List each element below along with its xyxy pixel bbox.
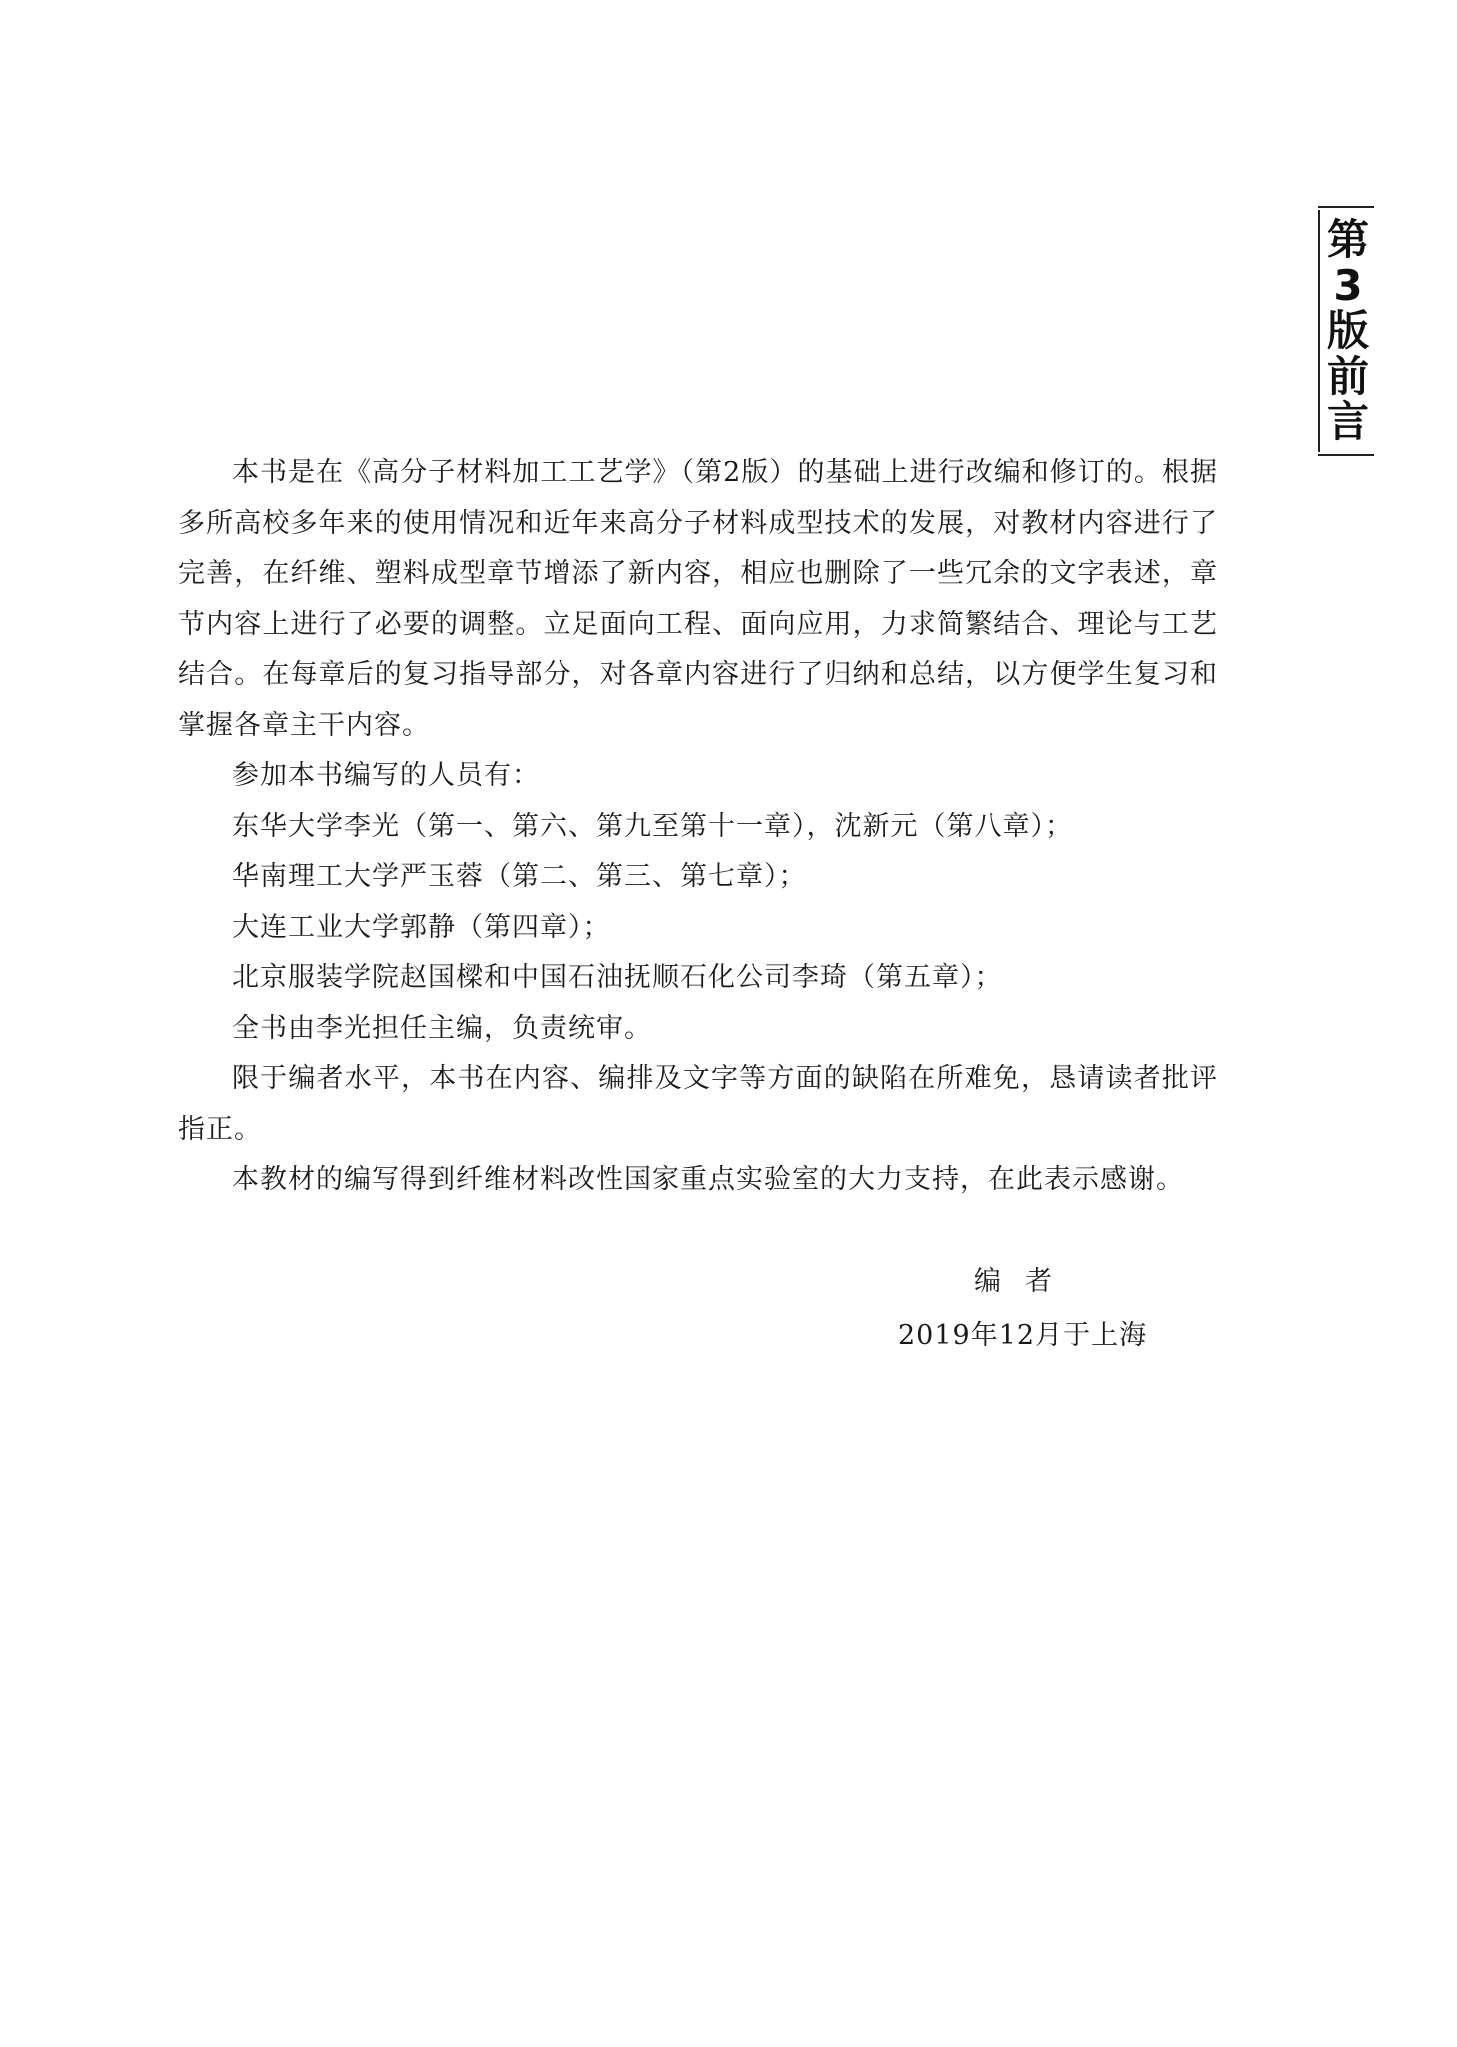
signature-block	[898, 1256, 1230, 1362]
preface-paragraph: 东华大学李光（第一、第六、第九至第十一章），沈新元（第八章）；	[232, 810, 1073, 842]
preface-paragraph: 本书是在《高分子材料加工工艺学》（第2版）的基础上进行改编和修订的。根据多所高校多年来的使用情况和近年来高分子材料成型技术的发展，对教材内容进行了完善，在纤维、塑料成型章节增添了新内容，相应也删除了一些冗余的文字表述，章节内容上进行了必要的调整。立足面向工程、面向应用，力求简繁结合、理论与工艺结合。在每章后的复习指导部分，对各章内容进行了归纳和总结，以方便学生复习和掌握各章主干内容。	[178, 457, 1218, 741]
section-tab-char: 言	[1326, 397, 1369, 446]
preface-paragraph: 华南理工大学严玉蓉（第二、第三、第七章）；	[232, 861, 807, 892]
section-tab-title	[1322, 215, 1374, 446]
section-tab-char: 版	[1326, 306, 1369, 355]
signature-date: 2019年12月于上海	[898, 1320, 1148, 1351]
section-tab	[1318, 206, 1374, 456]
preface-paragraph: 全书由李光担任主编，负责统审。	[232, 1012, 652, 1044]
preface-paragraph: 限于编者水平，本书在内容、编排及文字等方面的缺陷在所难免，恳请读者批评指正。	[178, 1063, 1218, 1145]
preface-paragraph: 参加本书编写的人员有：	[232, 760, 540, 791]
section-tab-char: 第	[1326, 215, 1369, 264]
section-tab-char: 前	[1326, 351, 1369, 401]
preface-paragraph: 本教材的编写得到纤维材料改性国家重点实验室的大力支持，在此表示感谢。	[232, 1164, 1184, 1195]
preface-paragraph: 北京服装学院赵国樑和中国石油抚顺石化公司李琦（第五章）；	[232, 962, 1003, 993]
preface-body	[178, 448, 1218, 1206]
preface-paragraph: 大连工业大学郭静（第四章）；	[232, 911, 611, 943]
section-tab-char: 3	[1333, 260, 1363, 310]
signature-author: 编者	[974, 1266, 1076, 1297]
